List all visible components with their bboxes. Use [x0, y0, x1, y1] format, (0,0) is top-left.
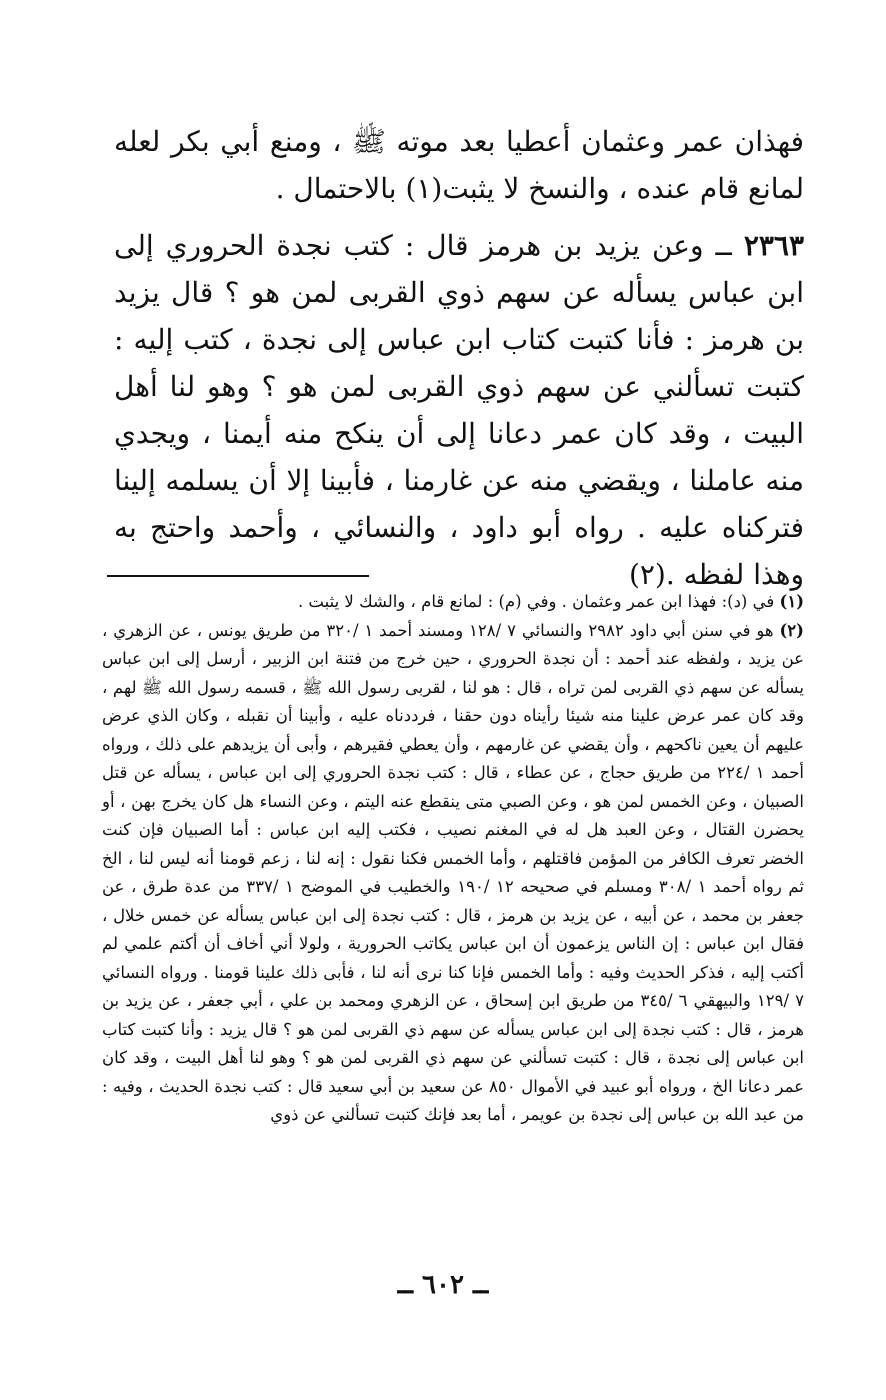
- footnote-2-text: هو في سنن أبي داود ٢٩٨٢ والنسائي ٧ /١٢٨ ومسند أحمد ١ /٣٢٠ من طريق يونس ، عن الزهري ، عن يزيد ، ولفظه عند أحمد : أن نجدة الحروري ، حين خرج من فتنة ابن الزبير ، أرسل إلى ابن عباس يسأله عن سهم ذي القربى لمن تراه ، قال : هو لنا ، لقربى رسول الله ﷺ ، قسمه رسول الله ﷺ لهم ، وقد كان عمر عرض علينا منه شيئا رأيناه دون حقنا ، فرددناه عليه ، وأبينا أن نقبله ، وكان الذي عرض عليهم أن يعين ناكحهم ، وأن يقضي عن غارمهم ، وأن يعطي فقيرهم ، وأبى أن يزيدهم على ذلك ، ورواه أحمد ١ /٢٢٤ من طريق حجاج ، عن عطاء ، قال : كتب نجدة الحروري إلى ابن عباس ، يسأله عن قتل الصبيان ، وعن الخمس لمن هو ، وعن الصبي متى ينقطع عنه اليتم ، وعن النساء هل كان يخرج بهن ، أو يحضرن القتال ، وعن العبد هل له في المغنم نصيب ، فكتب إليه ابن عباس : أما الصبيان فإن كنت الخضر تعرف الكافر من المؤمن فاقتلهم ، وأما الخمس فكنا نقول : إنه لنا ، زعم قومنا أنه ليس لنا ، الخ ثم رواه أحمد ١ /٣٠٨ ومسلم في صحيحه ١٢ /١٩٠ والخطيب في الموضح ١ /٣٣٧ من عدة طرق ، عن جعفر بن محمد ، عن أبيه ، عن يزيد بن هرمز ، قال : كتب نجدة إلى ابن عباس يسأله عن خمس خلال ، فقال ابن عباس : إن الناس يزعمون أن ابن عباس يكاتب الحرورية ، ولولا أني أخاف أن أكتم علمي لم أكتب إليه ، فذكر الحديث وفيه : وأما الخمس فإنا كنا نرى أنه لنا ، فأبى ذلك علينا قومنا . ورواه النسائي ٧ /١٢٩ والبيهقي ٦ /٣٤٥ من طريق ابن إسحاق ، عن الزهري ومحمد بن علي ، أبي جعفر ، عن يزيد بن هرمز ، قال : كتب نجدة إلى ابن عباس يسأله عن سهم ذي القربى لمن هو ؟ قال يزيد : وأنا كتبت كتاب ابن عباس إلى نجدة ، قال : كتبت تسألني عن سهم ذي القربى لمن هو ؟ وهو لنا أهل البيت ، وقد كان عمر دعانا الخ ، ورواه أبو عبيد في الأموال ٨٥٠ عن سعيد بن أبي سعيد قال : كتب نجدة الحديث ، وفيه : من عبد الله بن عباس إلى نجدة بن عويمر ، أما بعد فإنك كتبت تسألني عن ذوي: [102, 620, 804, 1124]
- intro-paragraph: [114, 118, 804, 212]
- hadith-paragraph: [114, 222, 804, 598]
- footnote-1: [102, 588, 804, 617]
- page-number: ــ ٦٠٢ ــ: [397, 1270, 489, 1300]
- footnotes: [102, 588, 804, 1130]
- footnote-divider: [107, 575, 369, 577]
- hadith-text: ــ وعن يزيد بن هرمز قال : كتب نجدة الحروري إلى ابن عباس يسأله عن سهم ذوي القربى لمن هو ؟ قال يزيد بن هرمز : فأنا كتبت كتاب ابن عباس إلى نجدة ، كتب إليه : كتبت تسألني عن سهم ذوي القربى لمن هو ؟ وهو لنا أهل البيت ، وقد كان عمر دعانا إلى أن ينكح منه أيمنا ، ويجدي منه عاملنا ، ويقضي منه عن غارمنا ، فأبينا إلا أن يسلمه إلينا فتركناه عليه . رواه أبو داود ، والنسائي ، وأحمد واحتج به وهذا لفظه .(٢): [114, 229, 804, 591]
- footnote-1-marker: (١): [779, 592, 804, 611]
- hadith-number: ٢٣٦٣: [743, 229, 804, 262]
- footnote-2-marker: (٢): [779, 620, 804, 640]
- main-text: [114, 118, 804, 598]
- intro-text: فهذان عمر وعثمان أعطيا بعد موته ﷺ ، ومنع أبي بكر لعله لمانع قام عنده ، والنسخ لا يثبت(١) بالاحتمال .: [114, 125, 804, 205]
- footnote-1-text: في (د): فهذا ابن عمر وعثمان . وفي (م) : لمانع قام ، والشك لا يثبت .: [297, 592, 780, 611]
- footnote-2: [102, 617, 804, 1130]
